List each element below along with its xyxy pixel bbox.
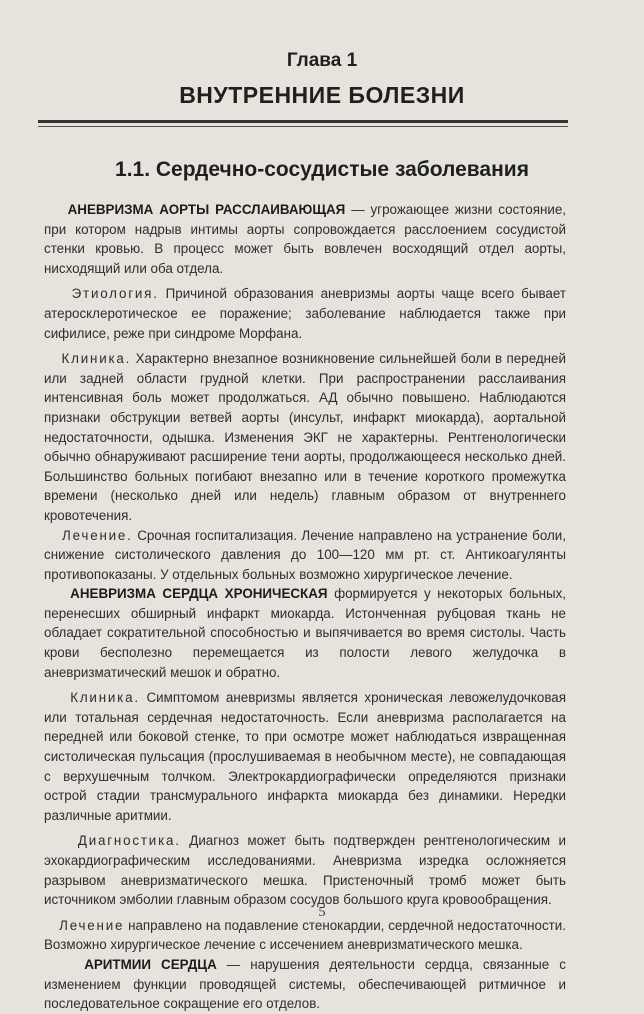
chapter-label: Глава 1 — [286, 50, 358, 71]
label-clinic: Клиника. — [61, 351, 132, 367]
label-treatment: Лечение — [59, 917, 125, 933]
term-aortic-aneurysm: АНЕВРИЗМА АОРТЫ РАССЛАИВАЮЩАЯ — [67, 202, 346, 217]
label-treatment: Лечение. — [62, 527, 133, 543]
title-rule-thick — [38, 120, 568, 123]
paragraph-text: формируется у некоторых больных, перенесших обширный инфаркт миокарда. Истонченная рубцовая ткань не обладает сократительной способностью и выпячивается во время систолы. Часть крови бесполезно перемещается из полости левого желудочка в аневризматический мешок и обратно. — [44, 586, 567, 680]
paragraph-text: — угрожающее жизни состояние, при котором надрыв интимы аорты сопровождается расслоением сосудистой стенки кровью. В процесс может быть вовлечен восходящий отдел аорты, нисходящий или оба отдела. — [44, 202, 566, 276]
term-heart-aneurysm: АНЕВРИЗМА СЕРДЦА ХРОНИЧЕСКАЯ — [70, 586, 328, 602]
paragraph-text: Причиной образования аневризмы аорты чаще всего бывает атеросклеротическое ее поражение; заболевание наблюдается также при сифилисе, реже при синдроме Морфана. — [44, 286, 566, 341]
paragraph-text: Характерно внезапное возникновение сильнейшей боли в передней или задней области грудной клетки. При распространении расслаивания интенсивная боль может продолжаться. АД обычно повышено. Наблюдаются признаки обструкции ветвей аорты (инсульт, инфаркт миокарда), аортальной недостаточности, одышка. Изменения ЭКГ не характерны. Рентгенологически обычно обнаруживают расширение тени аорты, продолжающееся несколько дней. Большинство больных погибают внезапно или в течение короткого промежутка времени (несколько дней или недель) главным образом от внутреннего кровотечения. — [44, 351, 566, 523]
paragraph-text: направлено на подавление стенокардии, сердечной недостаточности. Возможно хирургическое лечение с иссечением аневризматического мешка. — [44, 917, 566, 953]
section-title: 1.1. Сердечно-сосудистые заболевания — [115, 158, 529, 181]
paragraph-text: Симптомом аневризмы является хроническая левожелудочковая или тотальная сердечная недостаточность. Если аневризма располагается на передней или боковой стенке, то при осмотре может наблюдаться извращенная систолическая пульсация (прослушиваемая в необычном месте), не совпадающая с верхушечным толчком. Электрокардиографически определяются признаки острой стадии трансмурального инфаркта миокарда без динамики. Нередки различные аритмии. — [44, 690, 566, 823]
paragraph-arrhythmia — [44, 955, 566, 1014]
paragraph-clinic-2 — [44, 688, 566, 825]
paragraph-aortic-aneurysm — [44, 200, 566, 278]
term-arrhythmia: АРИТМИИ СЕРДЦА — [84, 956, 217, 972]
paragraph-text: Диагноз может быть подтвержден рентгенологическим и эхокардиографическим исследованиями. Аневризма изредка осложняется разрывом аневризматического мешка. Пристеночный тромб может быть источником эмболии главным образом сосудов большого круга кровообращения. — [44, 833, 567, 908]
label-diagnostics: Диагностика. — [77, 833, 181, 849]
paragraph-text: Срочная госпитализация. Лечение направлено на устранение боли, снижение систолического давления до 100—120 мм рт. ст. Антикоагулянты противопоказаны. У отдельных больных возможно хирургическое лечение. — [44, 527, 566, 582]
paragraph-treatment-1 — [44, 526, 566, 585]
paragraph-diagnostics — [44, 831, 566, 909]
chapter-title: ВНУТРЕННИЕ БОЛЕЗНИ — [179, 82, 465, 108]
paragraph-heart-aneurysm — [44, 584, 566, 682]
label-etiology: Этиология. — [71, 286, 159, 302]
paragraph-treatment-2 — [44, 916, 566, 955]
title-rule-thin — [38, 126, 568, 127]
paragraph-clinic-1 — [44, 349, 566, 525]
paragraph-text: — нарушения деятельности сердца, связанные с изменением функции проводящей системы, обеспечивающей ритмичное и последовательное сокращение его отделов. — [44, 956, 566, 1012]
body-text — [44, 200, 566, 1014]
label-clinic: Клиника. — [70, 690, 140, 706]
paragraph-etiology — [44, 284, 566, 343]
page-number: 5 — [318, 905, 326, 920]
